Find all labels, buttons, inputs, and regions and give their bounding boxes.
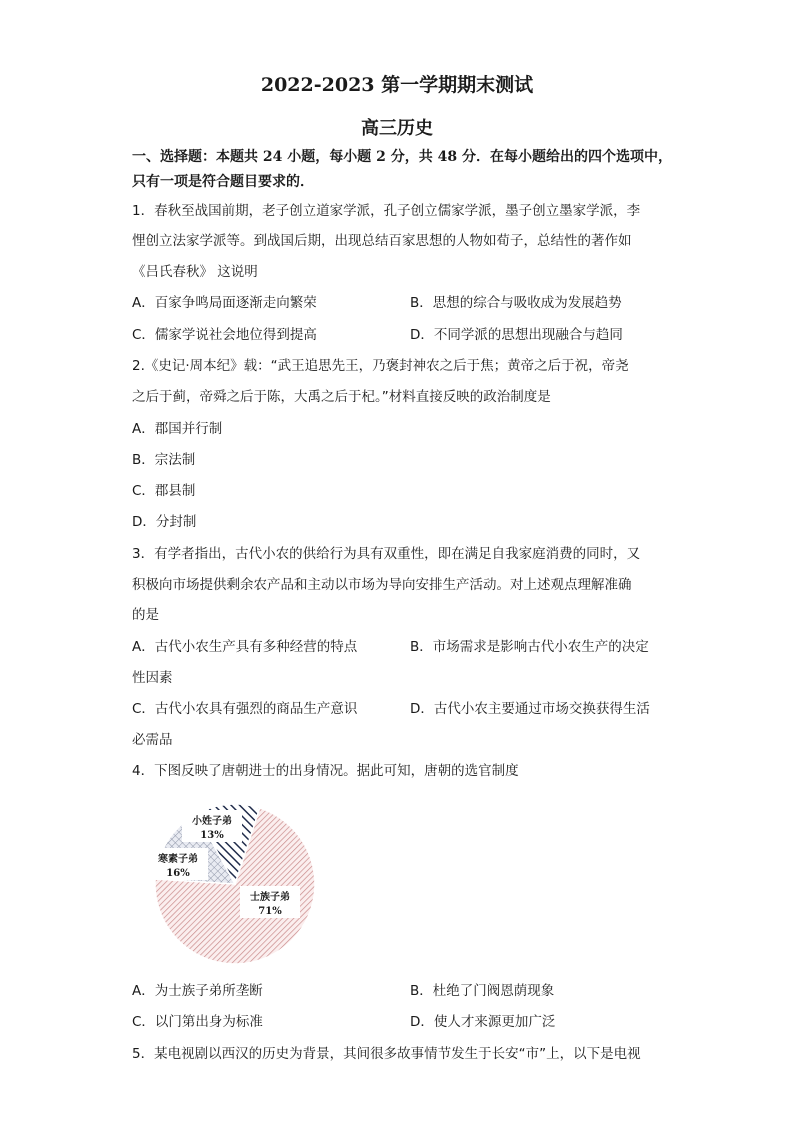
q3-stem-line1: 3．有学者指出，古代小农的供给行为具有双重性，即在满足自我家庭消费的同时，又 — [132, 546, 641, 562]
q3-option-c[interactable]: C．古代小农具有强烈的商品生产意识 — [132, 701, 358, 717]
tang-jinshi-pie-chart — [140, 800, 330, 970]
q5-stem-line1: 5．某电视剧以西汉的历史为背景，其间很多故事情节发生于长安“市”上，以下是电视 — [132, 1046, 641, 1062]
q3-option-b-cont: 性因素 — [132, 670, 173, 686]
pie-label-xiaoxing-value: 13% — [200, 830, 224, 841]
q3-stem-line2: 积极向市场提供剩余农产品和主动以市场为导向安排生产活动。对上述观点理解准确 — [132, 577, 632, 593]
pie-label-shizu-name: 士族子弟 — [250, 892, 290, 903]
q4-option-a[interactable]: A．为士族子弟所垄断 — [132, 983, 263, 999]
q2-option-d[interactable]: D．分封制 — [132, 514, 197, 530]
q3-option-d-cont: 必需品 — [132, 732, 173, 748]
q1-stem-line3: 《吕氏春秋》 这说明 — [132, 264, 258, 280]
q3-option-a[interactable]: A．古代小农生产具有多种经营的特点 — [132, 639, 358, 655]
q3-option-d[interactable]: D．古代小农主要通过市场交换获得生活 — [410, 701, 650, 717]
q1-option-c[interactable]: C．儒家学说社会地位得到提高 — [132, 327, 317, 343]
q2-stem-line1: 2.《史记·周本纪》载：“武王追思先王，乃褒封神农之后于焦；黄帝之后于祝，帝尧 — [132, 358, 629, 374]
q1-option-b[interactable]: B．思想的综合与吸收成为发展趋势 — [410, 295, 622, 311]
q4-option-b[interactable]: B．杜绝了门阀恩荫现象 — [410, 983, 555, 999]
q3-stem-line3: 的是 — [132, 607, 159, 623]
section-heading-line2: 只有一项是符合题目要求的． — [132, 174, 314, 190]
q1-option-a[interactable]: A．百家争鸣局面逐渐走向繁荣 — [132, 295, 317, 311]
q1-stem-line2: 悝创立法家学派等。到战国后期，出现总结百家思想的人物如荀子，总结性的著作如 — [132, 233, 632, 249]
q4-option-d[interactable]: D．使人才来源更加广泛 — [410, 1014, 556, 1030]
q2-option-c[interactable]: C．郡县制 — [132, 483, 196, 499]
q3-option-b[interactable]: B．市场需求是影响古代小农生产的决定 — [410, 639, 649, 655]
pie-label-shizu-value: 71% — [258, 906, 282, 917]
q1-stem-line1: 1．春秋至战国前期，老子创立道家学派，孔子创立儒家学派，墨子创立墨家学派，李 — [132, 203, 641, 219]
exam-title: 2022-2023 第一学期期末测试 — [260, 74, 534, 96]
q2-option-b[interactable]: B．宗法制 — [132, 452, 196, 468]
pie-label-hansu-name: 寒素子弟 — [158, 854, 198, 865]
exam-subtitle: 高三历史 — [361, 118, 433, 139]
pie-label-xiaoxing-name: 小姓子弟 — [192, 816, 232, 827]
q4-stem: 4．下图反映了唐朝进士的出身情况。据此可知，唐朝的选官制度 — [132, 763, 519, 779]
q1-option-d[interactable]: D．不同学派的思想出现融合与趋同 — [410, 327, 623, 343]
q2-stem-line2: 之后于蓟，帝舜之后于陈，大禹之后于杞。”材料直接反映的政治制度是 — [132, 389, 551, 405]
q2-option-a[interactable]: A．郡国并行制 — [132, 421, 223, 437]
section-heading-line1: 一、选择题：本题共 24 小题，每小题 2 分，共 48 分．在每小题给出的四个选项中， — [132, 149, 672, 165]
q4-option-c[interactable]: C．以门第出身为标准 — [132, 1014, 263, 1030]
pie-label-hansu-value: 16% — [166, 868, 190, 879]
